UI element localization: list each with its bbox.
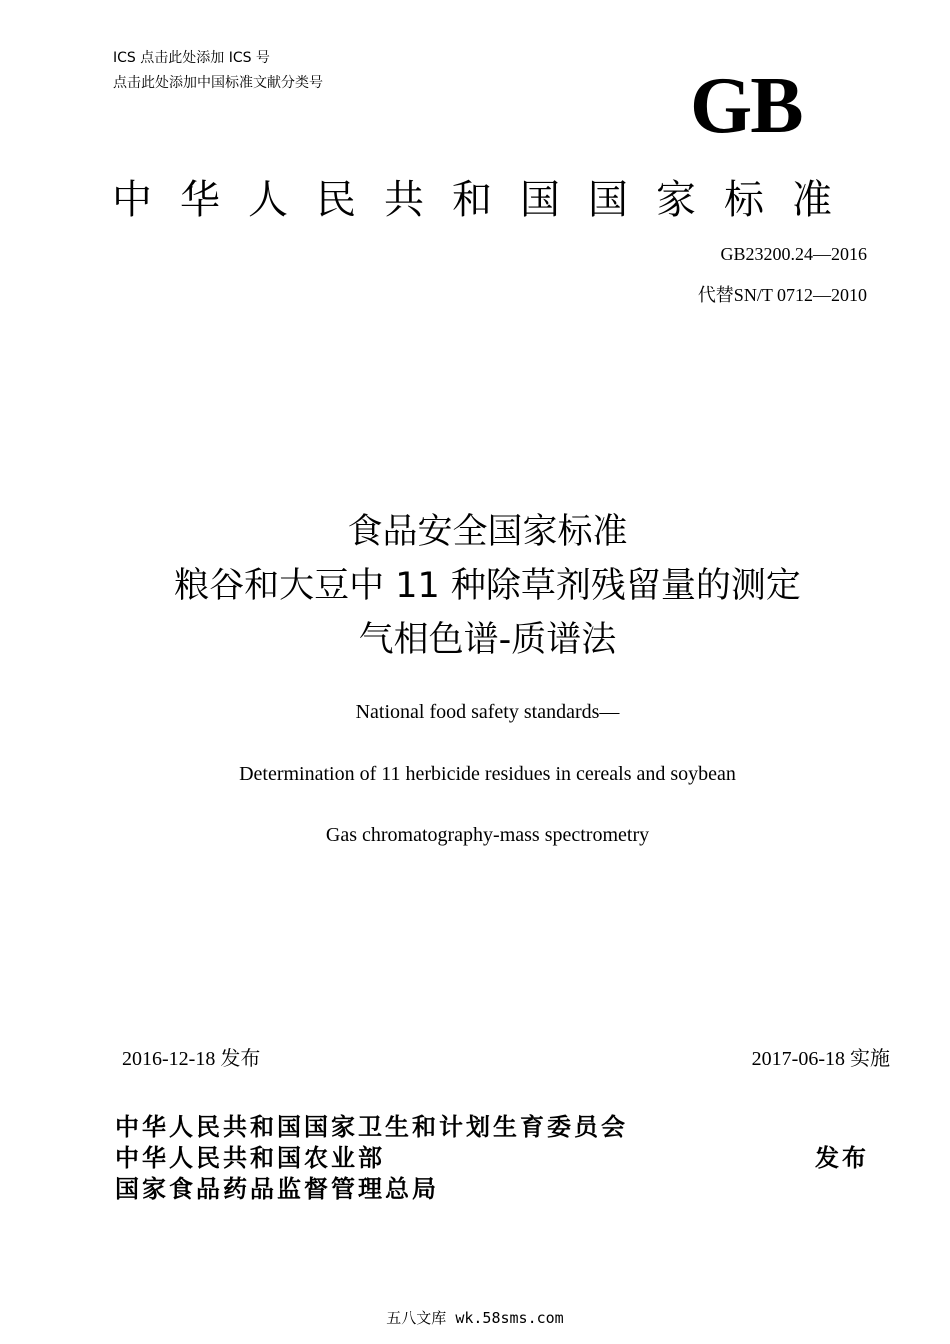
standard-number: GB23200.24—2016 [720,244,867,264]
issued-label: 发布 [815,1144,869,1172]
ics-number-placeholder: ICS 点击此处添加 ICS 号 [113,50,270,66]
title-cn-line-2: 粮谷和大豆中 11 种除草剂残留量的测定 [174,566,801,606]
title-en-line-2: Determination of 11 herbicide residues in cereals and soybean [239,763,736,785]
footer-watermark: 五八文库 wk.58sms.com [386,1309,564,1327]
issuer-nhfpc: 中华人民共和国国家卫生和计划生育委员会 [115,1113,628,1141]
title-cn-line-3: 气相色谱-质谱法 [358,620,617,660]
classification-number-placeholder: 点击此处添加中国标准文献分类号 [113,75,323,91]
gb-logo: GB [690,62,802,150]
issuer-cfda: 国家食品药品监督管理总局 [115,1175,439,1203]
replaces-standard: 代替SN/T 0712—2010 [697,285,867,305]
issue-date: 2016-12-18 发布 [122,1048,261,1070]
issuer-moa: 中华人民共和国农业部 [115,1144,385,1172]
title-cn-line-1: 食品安全国家标准 [347,512,628,552]
title-en-line-1: National food safety standards— [355,701,620,723]
title-en-line-3: Gas chromatography-mass spectrometry [325,824,650,846]
standard-title: 中华人民共和国国家标准 [112,177,860,223]
implementation-date: 2017-06-18 实施 [751,1048,890,1070]
